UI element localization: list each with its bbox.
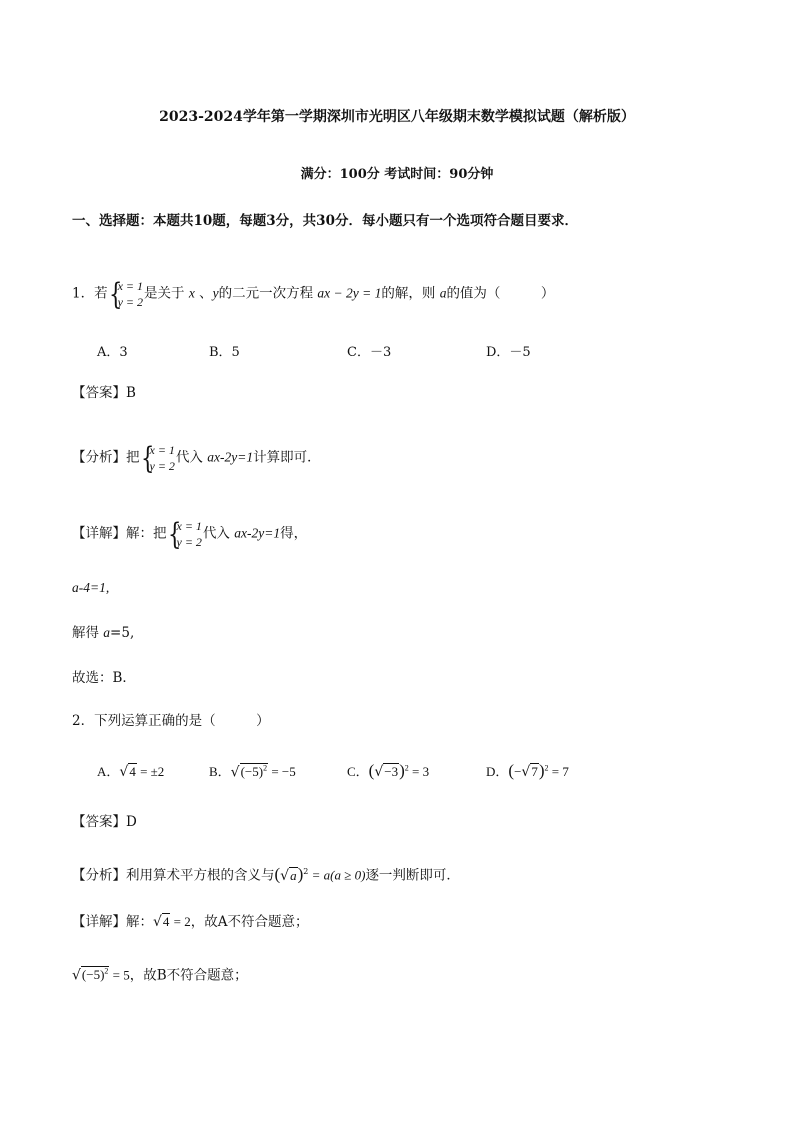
option-b: B．5	[209, 345, 240, 360]
page-title: 2023-2024学年第一学期深圳市光明区八年级期末数学模拟试题（解析版）	[159, 109, 635, 125]
option-d: D．$(-√7)^2 = 7$	[486, 761, 569, 780]
equation-system: { x = 1 y = 2	[167, 517, 202, 552]
analysis: 【分析】把 { x = 1 y = 2 代入 ax-2y=1计算即可．	[72, 441, 321, 476]
option-d: D．－5	[486, 345, 531, 360]
exam-info: 满分：100分 考试时间：90分钟	[300, 167, 494, 182]
option-b: B．$√(-5)^2 = -5$	[209, 763, 296, 780]
option-a: A．3	[97, 345, 128, 360]
solution-step: a-4=1,	[72, 580, 110, 595]
answer: 【答案】B	[72, 385, 136, 401]
solution-step: 解得 a=5,	[72, 625, 135, 641]
answer: 【答案】D	[72, 814, 137, 830]
equation-system: { x = 1 y = 2	[108, 277, 144, 312]
option-a: A．√4 = ±2	[97, 764, 165, 780]
question-1: 1．若 { x = 1 y = 2 是关于 x 、y的二元一次方程 ax − 2y = 1的解，则 a的值为（ ）	[72, 277, 555, 312]
detail: 【详解】解：√4 = 2，故A不符合题意；	[72, 914, 309, 930]
option-c: C．－3	[347, 345, 392, 360]
question-number: 1．若	[72, 285, 108, 302]
option-c: C．$(√-3)^2 = 3$	[347, 761, 430, 780]
section-heading: 一、选择题：本题共10题，每题3分，共30分．每小题只有一个选项符合题目要求．	[72, 213, 578, 229]
analysis: 【分析】利用算术平方根的含义与$(√a)^2 = a(a \ge 0)$逐一判断即可．	[72, 864, 460, 884]
choose-answer: 故选：B．	[72, 670, 136, 686]
detail-line: $√(-5)^2 = 5$，故B不符合题意；	[72, 967, 248, 984]
question-2: 2．下列运算正确的是（ ）	[72, 713, 270, 729]
detail: 【详解】解：把 { x = 1 y = 2 代入 ax-2y=1得，	[72, 517, 308, 552]
equation-system: { x = 1 y = 2	[140, 441, 175, 476]
equation: ax − 2y = 1	[317, 285, 382, 301]
